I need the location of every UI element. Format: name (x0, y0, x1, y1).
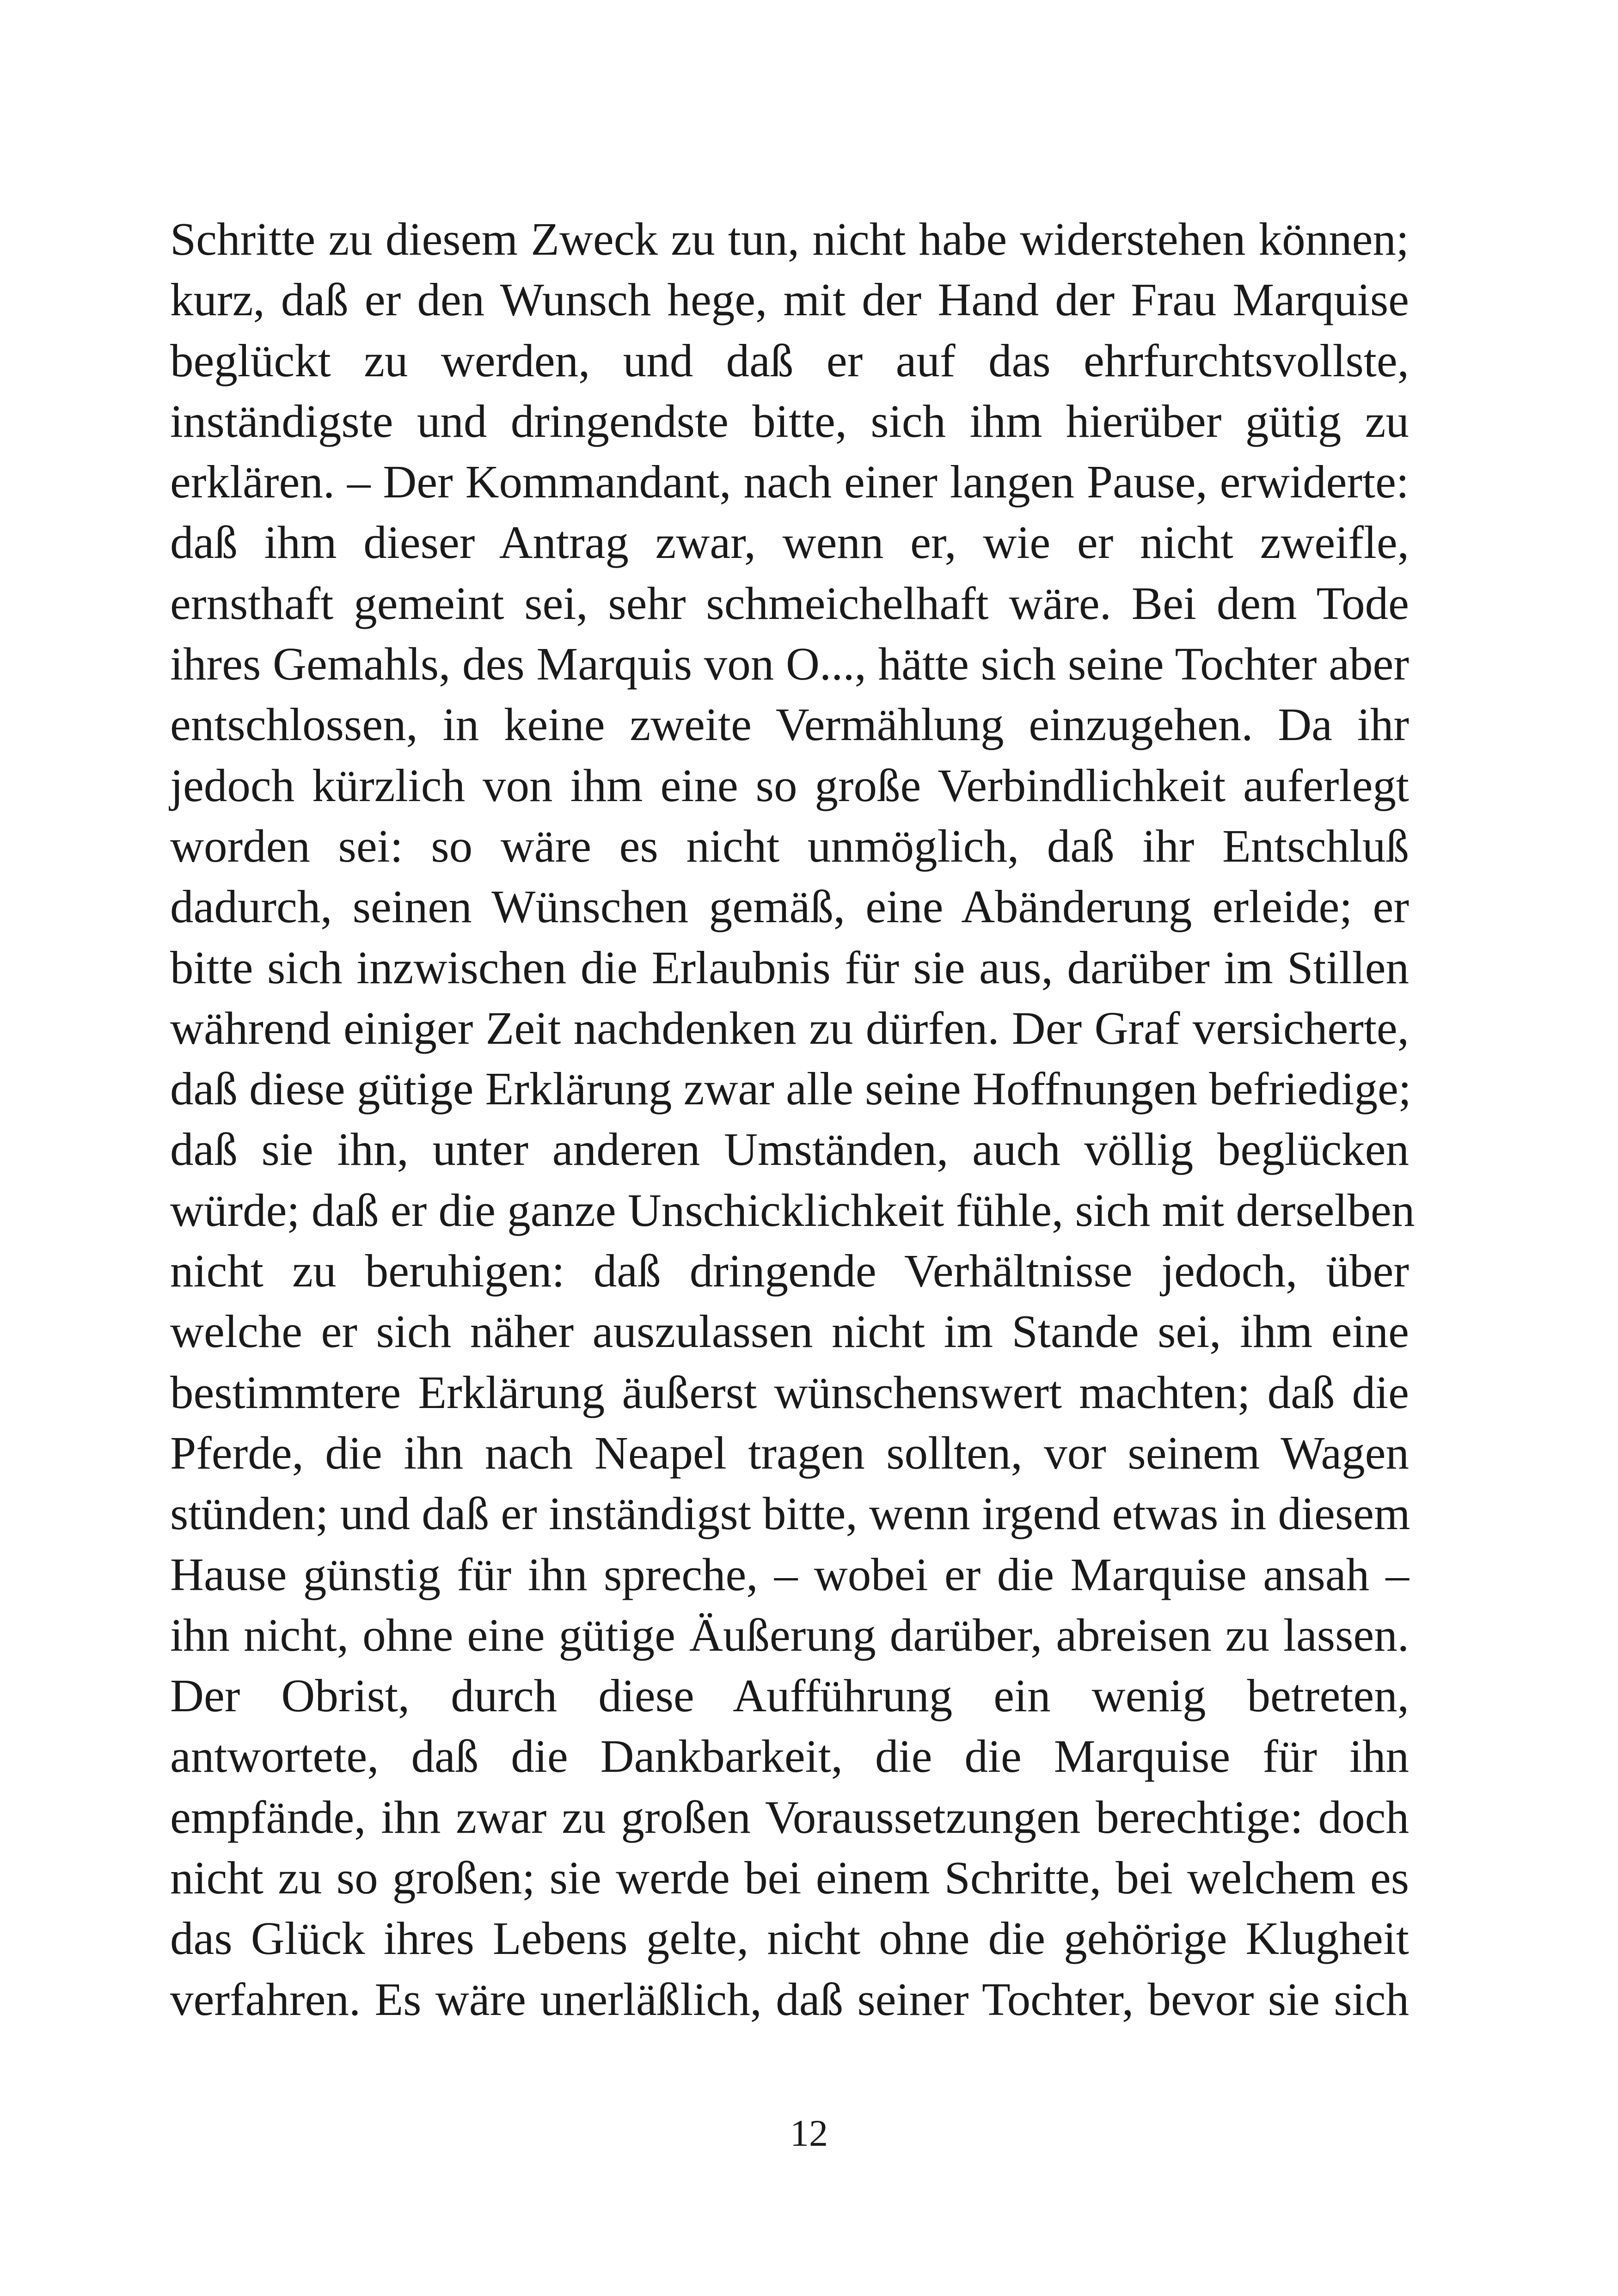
text-line: das Glück ihres Lebens gelte, nicht ohne die gehörige Klugheit (170, 1912, 1409, 1965)
text-line: Schritte zu diesem Zweck zu tun, nicht habe widerstehen können; (170, 213, 1409, 265)
text-line: antwortete, daß die Dankbarkeit, die die Marquise für ihn (170, 1730, 1409, 1782)
text-line: worden sei: so wäre es nicht unmöglich, daß ihr Entschluß (170, 820, 1409, 872)
text-line: ernsthaft gemeint sei, sehr schmeichelhaft wäre. Bei dem Tode (170, 577, 1409, 629)
text-line: daß ihm dieser Antrag zwar, wenn er, wie er nicht zweifle, (170, 516, 1409, 569)
text-line: kurz, daß er den Wunsch hege, mit der Hand der Frau Marquise (170, 274, 1409, 326)
text-line: erklären. – Der Kommandant, nach einer langen Pause, erwiderte: (170, 456, 1409, 508)
text-line: welche er sich näher auszulassen nicht im Stande sei, ihm eine (170, 1305, 1409, 1358)
body-text (170, 209, 1415, 2030)
text-line: bestimmtere Erklärung äußerst wünschenswert machten; daß die (170, 1366, 1409, 1418)
text-line: daß diese gütige Erklärung zwar alle seine Hoffnungen befriedige; (170, 1063, 1411, 1115)
text-line: würde; daß er die ganze Unschicklichkeit fühle, sich mit derselben (170, 1184, 1415, 1236)
text-line: Hause günstig für ihn spreche, – wobei er die Marquise ansah – (170, 1548, 1409, 1600)
page-number: 12 (790, 2112, 828, 2154)
text-line: beglückt zu werden, und daß er auf das ehrfurchtsvollste, (170, 334, 1409, 386)
text-line: Der Obrist, durch diese Aufführung ein wenig betreten, (170, 1670, 1409, 1722)
text-line: nicht zu so großen; sie werde bei einem Schritte, bei welchem es (170, 1852, 1409, 1904)
text-line: entschlossen, in keine zweite Vermählung einzugehen. Da ihr (170, 698, 1409, 751)
text-line: empfände, ihn zwar zu großen Voraussetzungen berechtige: doch (170, 1791, 1409, 1843)
text-line: dadurch, seinen Wünschen gemäß, eine Abänderung erleide; er (170, 881, 1409, 933)
text-line: inständigste und dringendste bitte, sich ihm hierüber gütig zu (170, 395, 1409, 447)
text-line: ihn nicht, ohne eine gütige Äußerung darüber, abreisen zu lassen. (170, 1609, 1409, 1661)
text-line: bitte sich inzwischen die Erlaubnis für sie aus, darüber im Stillen (170, 941, 1409, 993)
text-line: während einiger Zeit nachdenken zu dürfen. Der Graf versicherte, (170, 1002, 1409, 1054)
text-line: stünden; und daß er inständigst bitte, wenn irgend etwas in diesem (170, 1488, 1410, 1540)
text-line: nicht zu beruhigen: daß dringende Verhältnisse jedoch, über (170, 1245, 1409, 1297)
text-line: verfahren. Es wäre unerläßlich, daß seiner Tochter, bevor sie sich (170, 1973, 1409, 2025)
text-line: jedoch kürzlich von ihm eine so große Verbindlichkeit auferlegt (170, 759, 1409, 811)
text-line: daß sie ihn, unter anderen Umständen, auch völlig beglücken (170, 1123, 1409, 1176)
text-line: ihres Gemahls, des Marquis von O..., hätte sich seine Tochter aber (170, 638, 1409, 690)
text-line: Pferde, die ihn nach Neapel tragen sollten, vor seinem Wagen (170, 1427, 1409, 1479)
